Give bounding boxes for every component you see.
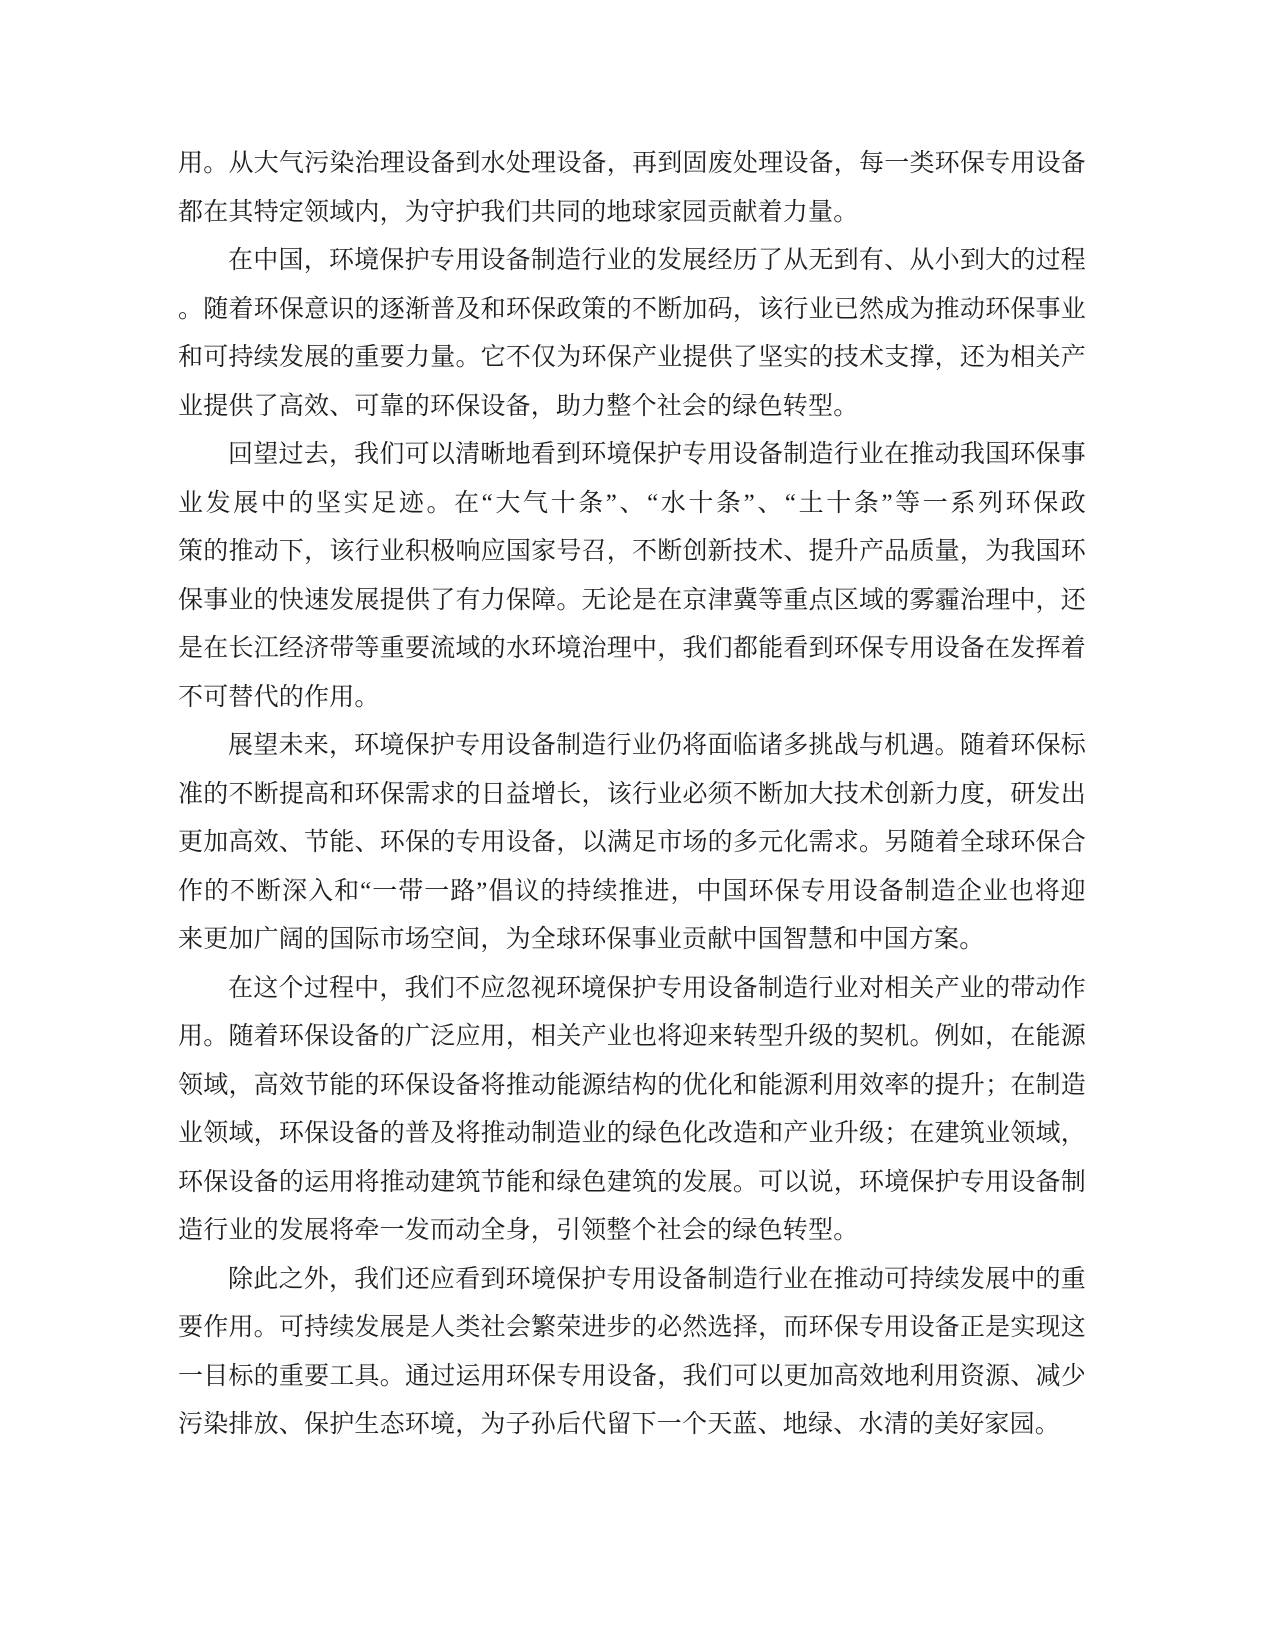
- text-line: 业提供了高效、可靠的环保设备，助力整个社会的绿色转型。: [178, 392, 859, 420]
- paragraph: [178, 722, 1086, 965]
- paragraph: [178, 431, 1086, 722]
- text-line: 在中国，环境保护专用设备制造行业的发展经历了从无到有、从小到大的过程: [228, 247, 1086, 274]
- text-line: 用。随着环保设备的广泛应用，相关产业也将迎来转型升级的契机。例如，在能源: [178, 1023, 1086, 1050]
- paragraph: [178, 965, 1086, 1256]
- text-line: 都在其特定领域内，为守护我们共同的地球家园贡献着力量。: [178, 198, 859, 226]
- text-line: 除此之外，我们还应看到环境保护专用设备制造行业在推动可持续发展中的重: [228, 1265, 1086, 1293]
- paragraph: [178, 1256, 1086, 1450]
- text-line: 是在长江经济带等重要流域的水环境治理中，我们都能看到环保专用设备在发挥着: [178, 635, 1086, 662]
- paragraph: [178, 140, 1086, 237]
- text-line: 作的不断深入和“一带一路”倡议的持续推进，中国环保专用设备制造企业也将迎: [178, 877, 1086, 905]
- text-line: 用。从大气污染治理设备到水处理设备，再到固废处理设备，每一类环保专用设备: [178, 150, 1086, 177]
- text-line: 领域，高效节能的环保设备将推动能源结构的优化和能源利用效率的提升；在制造: [178, 1071, 1086, 1099]
- text-line: 一目标的重要工具。通过运用环保专用设备，我们可以更加高效地利用资源、减少: [178, 1362, 1086, 1390]
- text-line: 造行业的发展将牵一发而动全身，引领整个社会的绿色转型。: [178, 1217, 859, 1244]
- text-line: 业发展中的坚实足迹。在“大气十条”、“水十条”、“土十条”等一系列环保政: [178, 489, 1086, 517]
- text-line: 业领域，环保设备的普及将推动制造业的绿色化改造和产业升级；在建筑业领域，: [178, 1120, 1086, 1147]
- text-line: 准的不断提高和环保需求的日益增长，该行业必须不断加大技术创新力度，研发出: [178, 780, 1086, 808]
- text-line: 展望未来，环境保护专用设备制造行业仍将面临诸多挑战与机遇。随着环保标: [228, 732, 1086, 759]
- text-line: 环保设备的运用将推动建筑节能和绿色建筑的发展。可以说，环境保护专用设备制: [178, 1168, 1086, 1196]
- text-line: 要作用。可持续发展是人类社会繁荣进步的必然选择，而环保专用设备正是实现这: [178, 1314, 1086, 1341]
- paragraph: [178, 237, 1086, 431]
- text-line: 回望过去，我们可以清晰地看到环境保护专用设备制造行业在推动我国环保事: [228, 441, 1086, 468]
- document-body: [178, 140, 1086, 1450]
- text-line: 来更加广阔的国际市场空间，为全球环保事业贡献中国智慧和中国方案。: [178, 926, 985, 953]
- text-line: 在这个过程中，我们不应忽视环境保护专用设备制造行业对相关产业的带动作: [228, 974, 1086, 1002]
- text-line: 。随着环保意识的逐渐普及和环保政策的不断加码，该行业已然成为推动环保事业: [178, 295, 1086, 323]
- text-line: 和可持续发展的重要力量。它不仅为环保产业提供了坚实的技术支撑，还为相关产: [178, 344, 1086, 371]
- text-line: 更加高效、节能、环保的专用设备，以满足市场的多元化需求。另随着全球环保合: [178, 829, 1086, 856]
- text-line: 策的推动下，该行业积极响应国家号召，不断创新技术、提升产品质量，为我国环: [178, 538, 1086, 565]
- text-line: 不可替代的作用。: [178, 683, 380, 711]
- text-line: 污染排放、保护生态环境，为子孙后代留下一个天蓝、地绿、水清的美好家园。: [178, 1411, 1061, 1438]
- text-line: 保事业的快速发展提供了有力保障。无论是在京津冀等重点区域的雾霾治理中，还: [178, 586, 1086, 614]
